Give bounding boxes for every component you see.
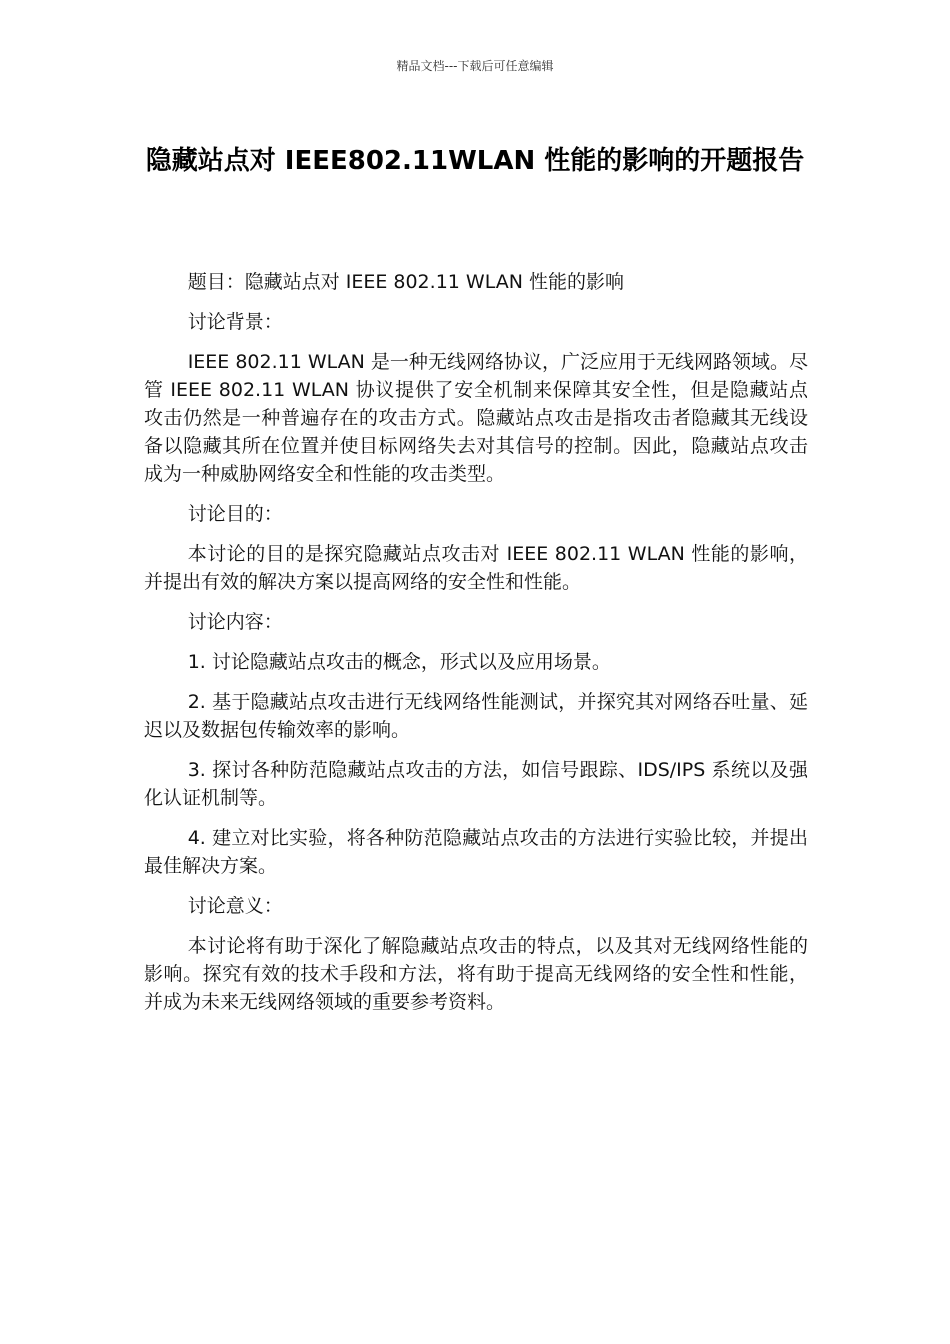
- document-body: [144, 268, 808, 1028]
- content-item-1: 1. 讨论隐藏站点攻击的概念，形式以及应用场景。: [187, 651, 611, 673]
- section-heading-purpose: 讨论目的：: [187, 503, 283, 525]
- purpose-paragraph: 本讨论的目的是探究隐藏站点攻击对 IEEE 802.11 WLAN 性能的影响，并提出有效的解决方案以提高网络的安全性和性能。: [144, 543, 808, 593]
- section-heading-content: 讨论内容：: [187, 611, 283, 633]
- topic-line: 题目：隐藏站点对 IEEE 802.11 WLAN 性能的影响: [187, 271, 624, 293]
- page-header-note: 精品文档---下载后可任意编辑: [396, 59, 554, 73]
- section-heading-background: 讨论背景：: [187, 311, 283, 333]
- content-item-4: 4. 建立对比实验，将各种防范隐藏站点攻击的方法进行实验比较，并提出最佳解决方案。: [144, 827, 808, 877]
- content-item-3: 3. 探讨各种防范隐藏站点攻击的方法，如信号跟踪、IDS/IPS 系统以及强化认证机制等。: [144, 759, 808, 809]
- significance-paragraph: 本讨论将有助于深化了解隐藏站点攻击的特点，以及其对无线网络性能的影响。探究有效的技术手段和方法，将有助于提高无线网络的安全性和性能，并成为未来无线网络领域的重要参考资料。: [144, 935, 808, 1013]
- document-title: 隐藏站点对 IEEE802.11WLAN 性能的影响的开题报告: [145, 146, 805, 176]
- section-heading-significance: 讨论意义：: [187, 895, 283, 917]
- background-paragraph: IEEE 802.11 WLAN 是一种无线网络协议，广泛应用于无线网路领域。尽管 IEEE 802.11 WLAN 协议提供了安全机制来保障其安全性，但是隐藏站点攻击仍然是一种普遍存在的攻击方式。隐藏站点攻击是指攻击者隐藏其无线设备以隐藏其所在位置并使目标网络失去对其信号的控制。因此，隐藏站点攻击成为一种威胁网络安全和性能的攻击类型。: [144, 351, 808, 485]
- content-item-2: 2. 基于隐藏站点攻击进行无线网络性能测试，并探究其对网络吞吐量、延迟以及数据包传输效率的影响。: [144, 691, 808, 741]
